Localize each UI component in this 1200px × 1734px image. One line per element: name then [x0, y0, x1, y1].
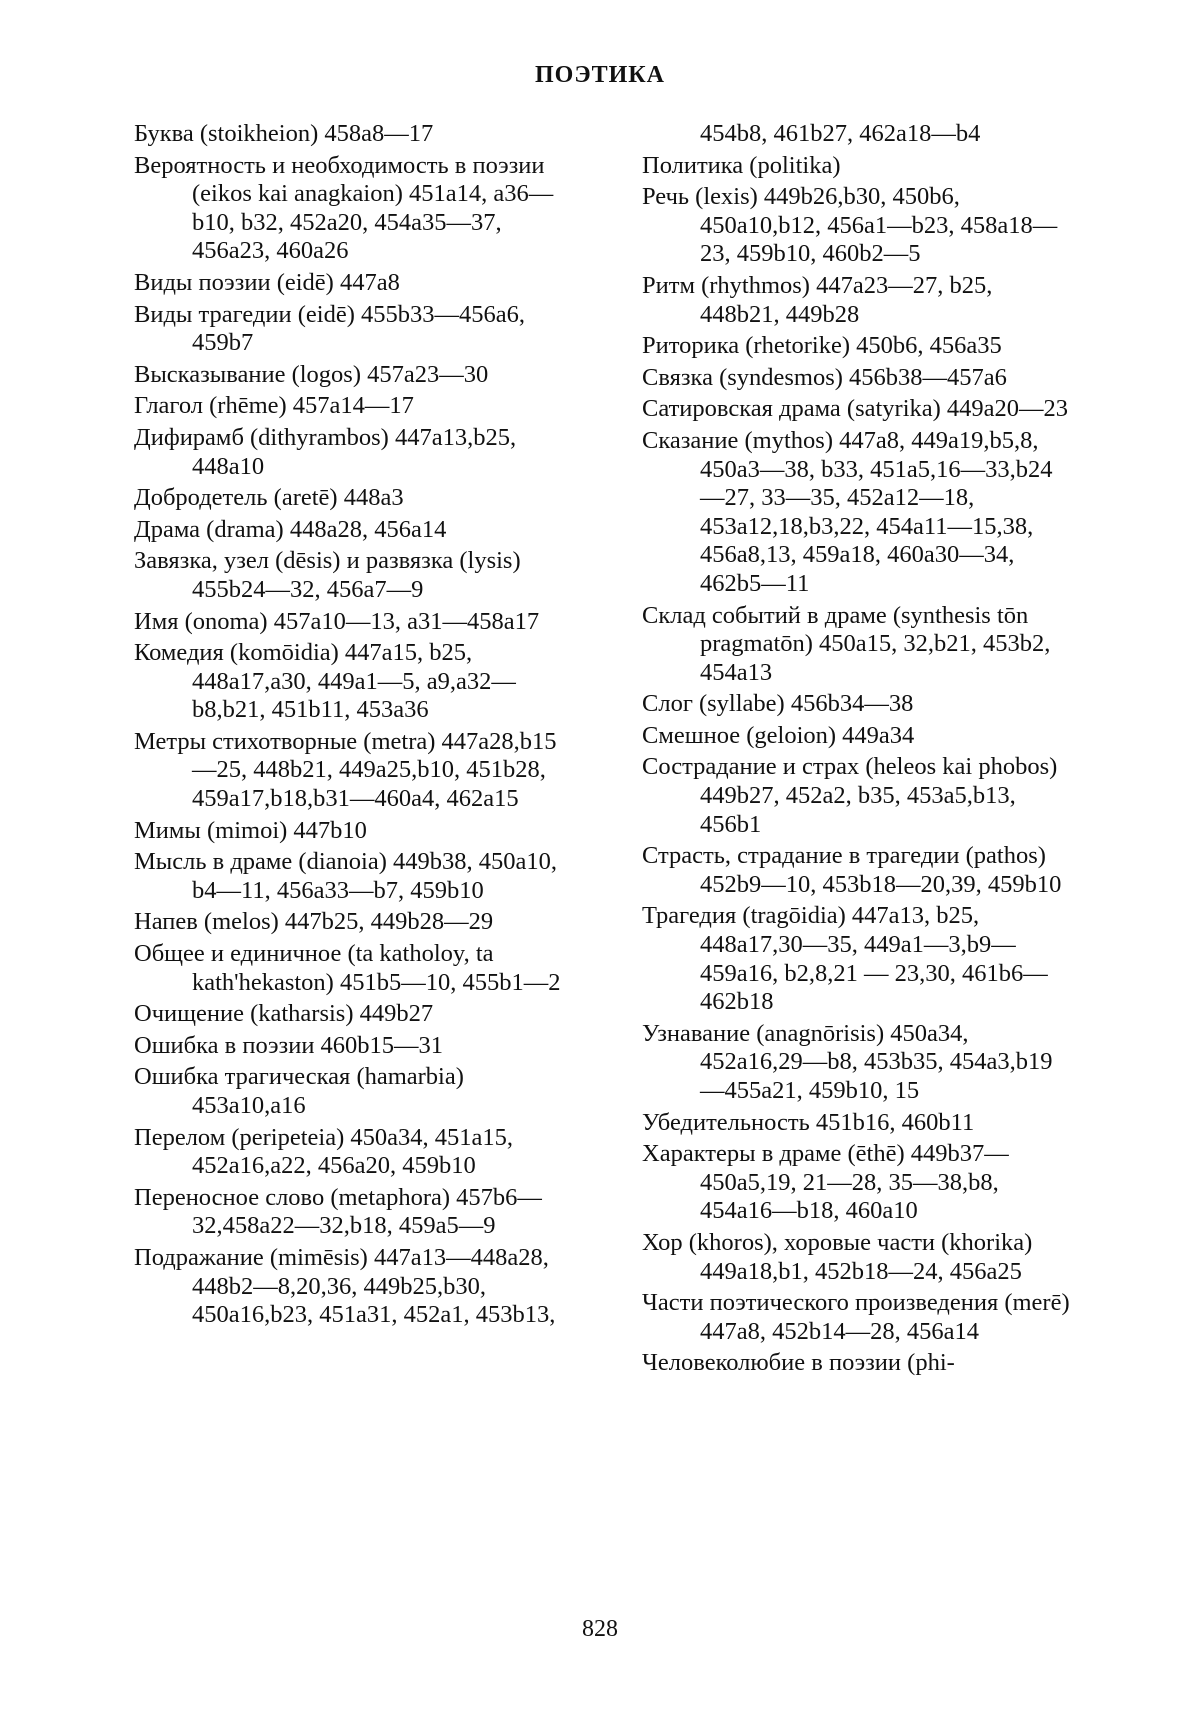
index-entry: Глагол (rhēme) 457a14—17 — [134, 392, 414, 420]
page-title: ПОЭТИКА — [534, 62, 666, 88]
index-entry: Виды поэзии (eidē) 447a8 — [134, 268, 400, 296]
index-entry: Политика (politika) — [642, 151, 841, 179]
index-entry: Добродетель (aretē) 448a3 — [134, 484, 404, 512]
index-entry: Виды трагедии (eidē) 455b33—456a6, 459b7 — [134, 300, 525, 357]
index-entry: Очищение (katharsis) 449b27 — [134, 1000, 434, 1028]
index-entry: Драма (drama) 448a28, 456a14 — [134, 515, 447, 543]
index-entry: Переносное слово (metaphora) 457b6—32,458a22—32,b18, 459a5—9 — [134, 1183, 542, 1240]
index-entry: Связка (syndesmos) 456b38—457a6 — [642, 363, 1007, 391]
index-entry: Перелом (peripeteia) 450a34, 451a15, 452a16,a22, 456a20, 459b10 — [134, 1123, 513, 1180]
index-entry: Метры стихотворные (metra) 447a28,b15—25, 448b21, 449a25,b10, 451b28, 459a17,b18,b31—460a4, 462a15 — [134, 727, 557, 813]
index-entry: Убедительность 451b16, 460b11 — [642, 1108, 975, 1136]
index-column-right — [642, 120, 1072, 1381]
index-entry: Буква (stoikheion) 458a8—17 — [134, 120, 434, 147]
index-entry: Характеры в драме (ēthē) 449b37—450a5,19, 21—28, 35—38,b8, 454a16—b18, 460a10 — [642, 1140, 1009, 1225]
index-entry: Речь (lexis) 449b26,b30, 450b6, 450a10,b12, 456a1—b23, 458a18—23, 459b10, 460b2—5 — [642, 183, 1058, 268]
index-entry: Общее и единичное (ta katholoy, ta kath'hekaston) 451b5—10, 455b1—2 — [134, 940, 561, 996]
index-entry: Мысль в драме (dianoia) 449b38, 450a10, b4—11, 456a33—b7, 459b10 — [134, 848, 557, 904]
index-entry: Узнавание (anagnōrisis) 450a34, 452a16,29—b8, 453b35, 454a3,b19—455a21, 459b10, 15 — [642, 1019, 1053, 1104]
index-column-left — [134, 120, 564, 1333]
index-entry: Сострадание и страх (heleos kai phobos) 449b27, 452a2, b35, 453a5,b13, 456b1 — [642, 753, 1058, 838]
index-entry: Склад событий в драме (synthesis tōn pragmatōn) 450a15, 32,b21, 453b2, 454a13 — [642, 601, 1051, 686]
index-entry: Ритм (rhythmos) 447a23—27, b25, 448b21, 449b28 — [642, 271, 993, 328]
index-entry-continuation: 454b8, 461b27, 462a18—b4 — [700, 120, 981, 147]
index-entry: Смешное (geloion) 449a34 — [642, 721, 915, 749]
index-entry: Хор (khoros), хоровые части (khorika) 449a18,b1, 452b18—24, 456a25 — [642, 1228, 1033, 1285]
index-entry: Сатировская драма (satyrika) 449a20—23 — [642, 395, 1069, 423]
index-entry: Завязка, узел (dēsis) и развязка (lysis) 455b24—32, 456a7—9 — [134, 547, 521, 603]
index-entry: Комедия (komōidia) 447a15, b25, 448a17,a30, 449a1—5, a9,a32—b8,b21, 451b11, 453a36 — [134, 639, 516, 724]
index-entry: Ошибка трагическая (hamarbia) 453a10,a16 — [134, 1063, 464, 1119]
page-number: 828 — [582, 1616, 618, 1642]
index-entry: Имя (onoma) 457a10—13, a31—458a17 — [134, 607, 540, 635]
index-entry: Высказывание (logos) 457a23—30 — [134, 360, 489, 388]
index-entry: Напев (melos) 447b25, 449b28—29 — [134, 908, 494, 936]
index-entry: Сказание (mythos) 447a8, 449a19,b5,8, 450a3—38, b33, 451a5,16—33,b24—27, 33—35, 452a12—18, 453a12,18,b3,22, 454a11—15,38, 456a8,13, 459a18, 460a30—34, 462b5—11 — [642, 426, 1053, 597]
index-entry: Дифирамб (dithyrambos) 447a13,b25, 448a10 — [134, 423, 517, 480]
index-entry: Части поэтического произведения (merē) 447a8, 452b14—28, 456a14 — [642, 1289, 1070, 1345]
index-entry: Слог (syllabe) 456b34—38 — [642, 690, 914, 718]
index-entry: Ошибка в поэзии 460b15—31 — [134, 1031, 444, 1059]
index-entry: Риторика (rhetorike) 450b6, 456a35 — [642, 332, 1002, 360]
index-entry: Мимы (mimoi) 447b10 — [134, 816, 367, 844]
index-entry: Трагедия (tragōidia) 447a13, b25, 448a17,30—35, 449a1—3,b9— 459a16, b2,8,21 — 23,30, 461b6—462b18 — [642, 902, 1048, 1016]
index-entry: Вероятность и необходимость в поэзии (eikos kai anagkaion) 451a14, a36—b10, b32, 452a20, 454a35—37, 456a23, 460a26 — [134, 151, 554, 265]
index-entry: Страсть, страдание в трагедии (pathos) 452b9—10, 453b18—20,39, 459b10 — [642, 842, 1062, 898]
index-entry: Подражание (mimēsis) 447a13—448a28, 448b2—8,20,36, 449b25,b30, 450a16,b23, 451a31, 452a1, 453b13, — [134, 1243, 556, 1329]
index-entry: Человеколюбие в поэзии (phi- — [642, 1349, 955, 1377]
